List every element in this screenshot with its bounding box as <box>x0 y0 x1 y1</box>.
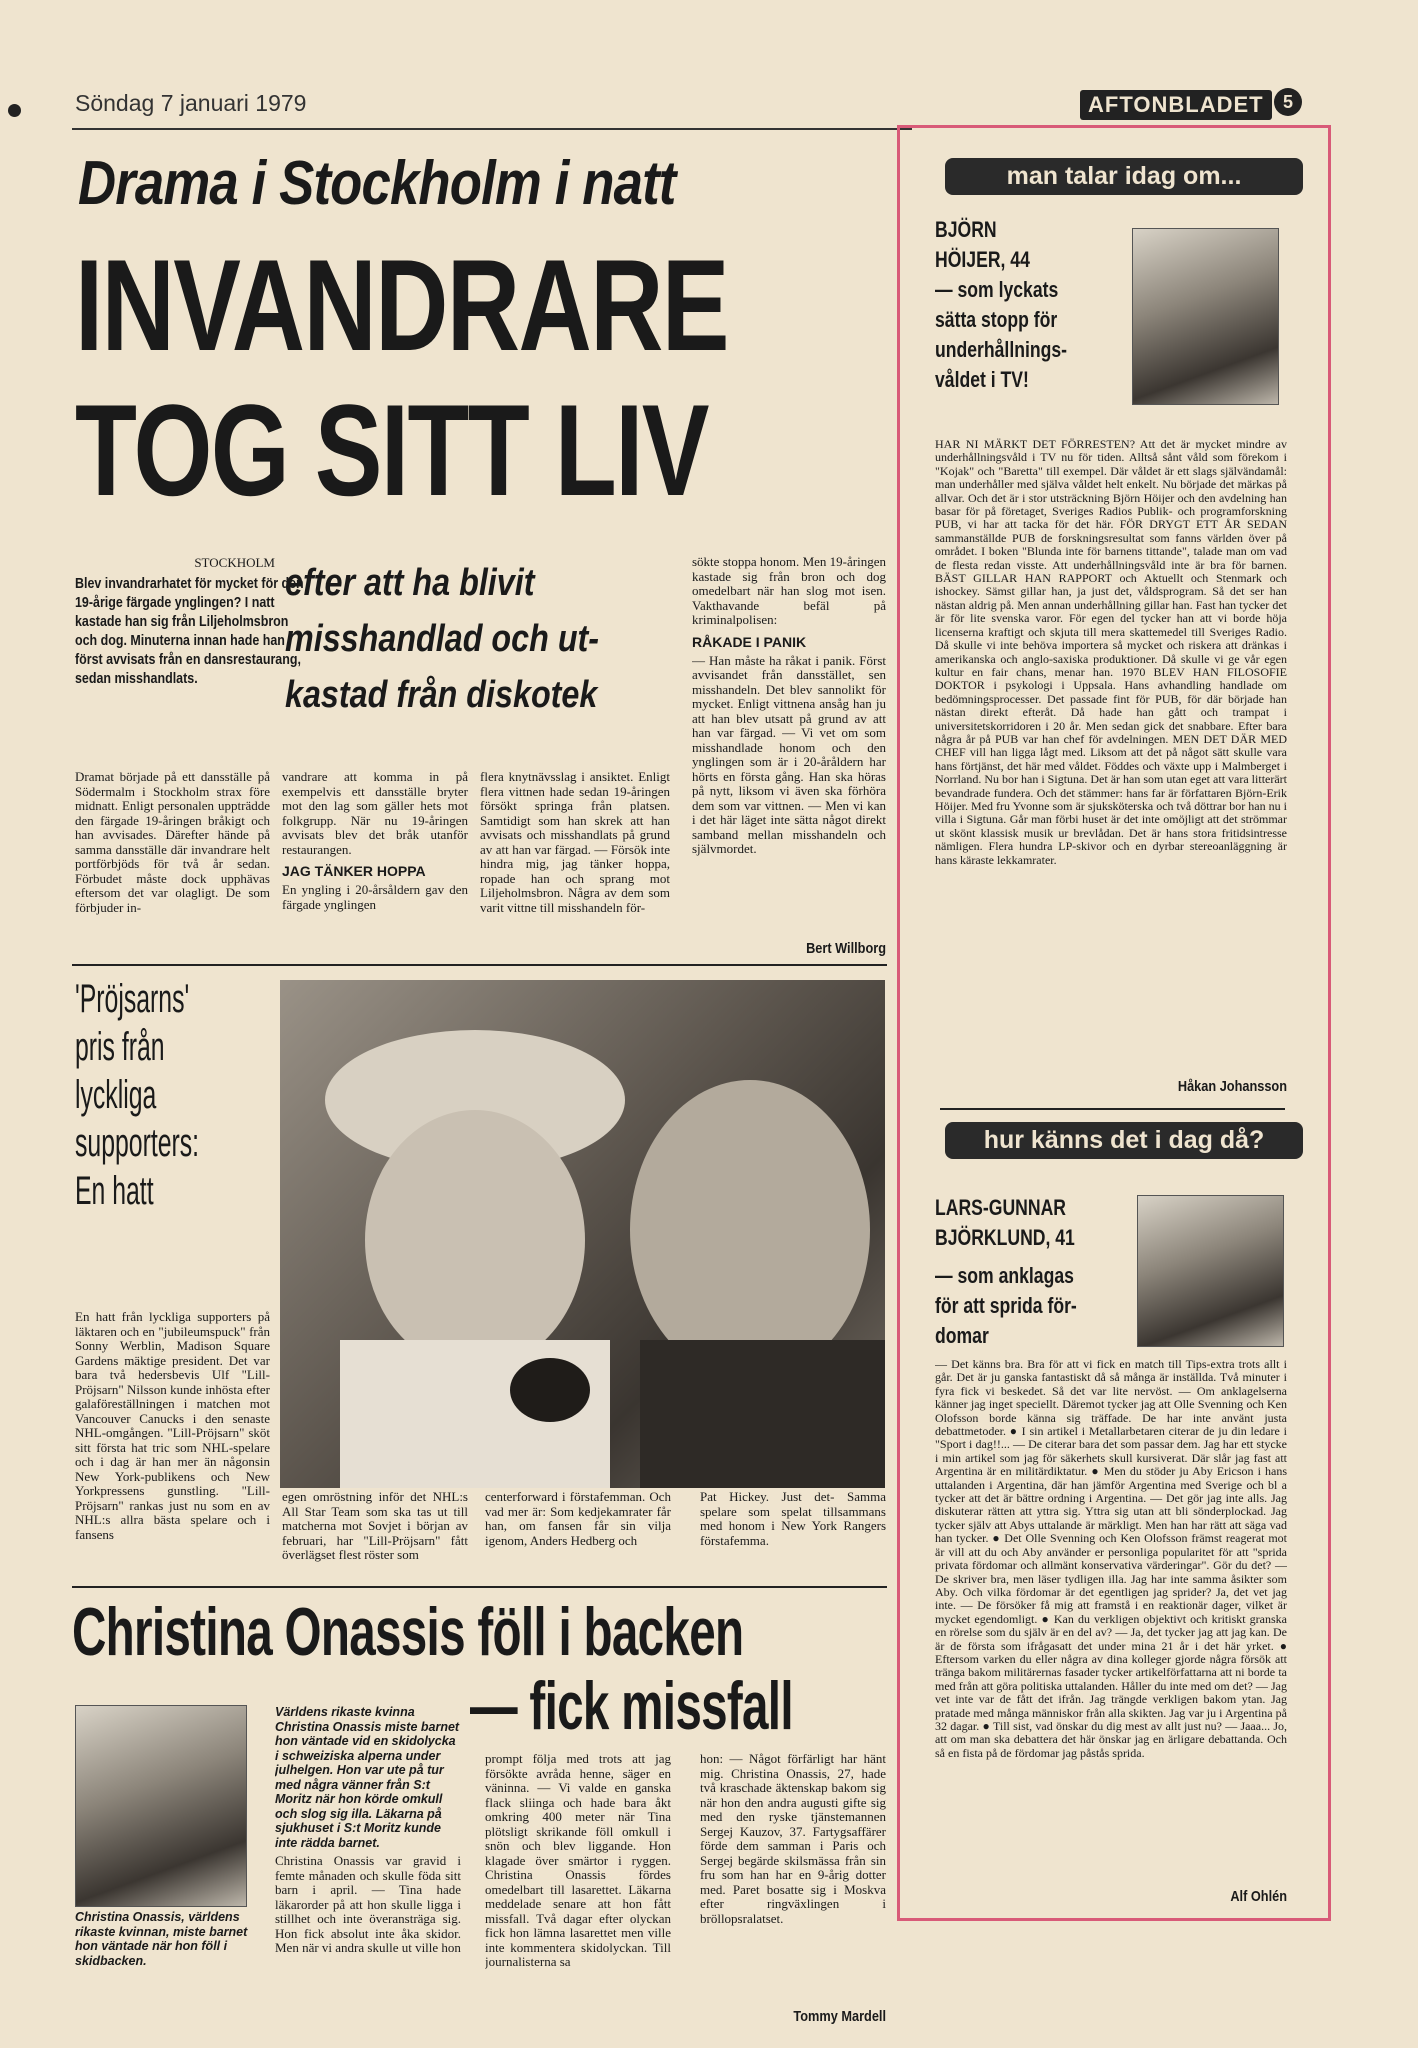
section-divider-1 <box>72 964 887 966</box>
sidebar-text-2: — Det känns bra. Bra för att vi fick en match till Tips-extra trots allt i går. Det är ju ganska fantastiskt då så många är inställda. Två minuter i fyra fick vi beskedet. Så det var lite nervöst. — Om anklagelserna känner jag inget speciellt. Däremot tycker jag att Olle Svenning och Ken Olofsson borde känna sig träffade. De har inte använt justa debattmetoder. ● I sin artikel i Metallarbetaren citerar de ju din ledare i "Sport i dag!!... — De citerar bara det som passar dem. Jag har ett stycke i min artikel som jag för säkerhets skull kursiverat. Där slår jag fast att Argentina är en militärdiktatur. ● Men du stöder ju Aby Ericson i hans uttalanden i Argentina, där han jämför Argentina med Sverige och bl a tycker att det är bättre ordning i Argentina. — Det gör jag inte alls. Jag diskuterar rätten att yttra sig. Yttra sig utan att bli sönderplockad. Jag tycker själv att Abys uttalande är märkligt. Men han har rätt att säga vad han tycker. ● Det Olle Svenning och Ken Olofsson främst reagerat mot är vill att du och Aby använder er personliga popularitet för att "sprida privata fördomar och allmänt konservativa värderingar". Gör du det? — De skriver bra, men läser tydligen illa. Jag har inte samma åsikter som Aby. Och vilka fördomar är det egentligen jag sprider? Ja, det vet jag inte. — De försöker få mig att framstå i en reaktionär dager, vilket är mycket egendomligt. ● Kan du verkligen objektivt och kritiskt granska en rörelse som du själv är en del av? — Ja, det tycker jag att jag kan. De är de första som ifrågasatt det under mina 21 år i det här yrket. ● Eftersom varken du eller några av dina kolleger gjorde några försök att tränga bakom militärernas fasader tycker artikelförfattarna att ni borde ta med från att göra politiska uttalanden. Håller du inte med om det? — Jag vet inte var de fått det ifrån. Jag trängde verkligen bakom ytan. Jag pratade med många människor från alla skikten. Jag var ju i Argentina på 32 dagar. ● Till sist, vad önskar du dig mest av allt just nu? — Jaaa... Jo, att om man ska debattera det här önskar jag en ärligare debattanda. Och så en fista på de fördomar jag påstås sprida. <box>935 1358 1287 1760</box>
main-col4-subhead: RÅKADE I PANIK <box>692 633 807 650</box>
subhead-line1: efter att ha blivit <box>285 562 535 604</box>
person2-photo <box>1137 1195 1284 1347</box>
hockey-player-photo <box>280 980 885 1488</box>
dateline: STOCKHOLM <box>194 555 275 570</box>
main-col4 <box>692 555 886 945</box>
person1-desc-line4: våldet i TV! <box>935 367 1029 392</box>
hockey-headline-line5: En hatt <box>75 1169 154 1213</box>
hockey-headline-line4: supporters: <box>75 1121 200 1165</box>
hockey-col2: egen omröstning inför det NHL:s All Star Team som ska tas ut till matcherna mot Sovjet i början av februari, har "Lill-Pröjsarn" fått överlägset flest röster som <box>282 1490 468 1562</box>
hockey-col4: Pat Hickey. Just det- Samma spelare som spelat tillsammans med honom i New York Rangers förstafemma. <box>700 1490 886 1548</box>
onassis-photo-caption: Christina Onassis, världens rikaste kvinnan, miste barnet hon väntade när hon föll i skidbacken. <box>75 1910 248 1968</box>
hockey-col3: centerforward i förstafemman. Och vad mer är: Som kedjekamrater får han, om fansen får sin vilja igenom, Anders Hedberg och <box>485 1490 671 1548</box>
sidebar-byline-1: Håkan Johansson <box>1177 1078 1287 1095</box>
person1-desc-line2: sätta stopp för <box>935 307 1058 332</box>
person1-desc-line1: — som lyckats <box>935 277 1059 302</box>
main-col4-top: sökte stoppa honom. Men 19-åringen kastade sig från bron och dog omedelbart när han slog mot isen. Vakthavande befäl på kriminalpolisen: <box>692 555 886 627</box>
face-shape <box>365 1110 585 1370</box>
hockey-headline-line2: pris från <box>75 1025 165 1069</box>
main-col2-bottom: En yngling i 20-årsåldern gav den färgade ynglingen <box>282 883 468 912</box>
main-col2-top: vandrare att komma in på exempelvis ett dansställe bryter mot den lag som gäller hets mot folkgrupp. När nu 19-åringen avvisats blev det bråk utanför restaurangen. <box>282 770 468 857</box>
onassis-headline-line2: — fick missfall <box>470 1668 793 1744</box>
hockey-headline-line3: lyckliga <box>75 1073 157 1117</box>
main-byline: Bert Willborg <box>806 940 886 957</box>
onassis-col3: hon: — Något förfärligt har hänt mig. Christina Onassis, 27, hade två kraschade äktenskap bakom sig när hon den andra augusti gifte sig med den ryske tjänstemannen Sergej Kauzov, 37. Fartygsaffärer förde dem samman i Paris och Sergej begärde skilsmässa från sin fru som han har en 9-årig dotter med. Paret bosatte sig i Moskva efter ringväxlingen i bröllopsralatset. <box>700 1752 886 1926</box>
subhead-block <box>285 555 665 723</box>
sidebar-divider <box>940 1108 1285 1110</box>
subhead-line2: misshandlad och ut- <box>285 618 600 660</box>
onassis-lead: Världens rikaste kvinna Christina Onassis miste barnet hon väntade vid en skidolycka i schweiziska alperna under julhelgen. Hon var ute på tur med några vänner från S:t Moritz när hon körde omkull och slog sig illa. Läkarna på sjukhuset i S:t Moritz kunde inte rädda barnet. <box>275 1705 460 1850</box>
masthead-logo: AFTONBLADET <box>1080 90 1272 120</box>
kicker-headline: Drama i Stockholm i natt <box>78 149 676 218</box>
main-col4-bottom: — Han måste ha råkat i panik. Först avvisandet från dansstället, sen misshandeln. Det blev sannolikt för mycket. Enligt vittnena ansåg han ju att han blev utsatt på grund av att han var färgad. — Vi vet om som misshandlade honom och den ynglingen som är i 20-åråldern har hörts en första gång. Han ska höras på nytt, liksom vi även ska förhöra dem som var vittnen. — Men vi kan i det här läget inte sätta något direkt samband mellan misshandeln och självmordet. <box>692 653 886 856</box>
punch-hole <box>8 104 21 117</box>
hockey-headline-line1: 'Pröjsarns' <box>75 977 190 1021</box>
person1-photo <box>1132 228 1279 405</box>
man-face-shape <box>630 1080 870 1380</box>
page-number: 5 <box>1274 88 1302 116</box>
onassis-byline: Tommy Mardell <box>793 2008 886 2025</box>
dateline-block <box>75 555 275 571</box>
person2-desc-line1: — som anklagas <box>935 1263 1074 1288</box>
hockey-col1: En hatt från lyckliga supporters på läktaren och en "jubileumspuck" från Sonny Werblin, Madison Square Gardens mäktige president. Det var bara två hedersbevis Ulf "Lill-Pröjsarn" Nilsson kunde inhösta efter galaföreställningen i matchen mot Vancouver Canucks i den senaste NHL-omgången. "Lill-Pröjsarn" sköt sitt första hat tric som NHL-spelare och i dag är han mer än någonsin New York-publikens och New Yorkpressens gunstling. "Lill-Pröjsarn" rankas just nu som en av NHL:s allra bästa spelare och i fansens <box>75 1310 270 1542</box>
person1-name-line1: BJÖRN <box>935 217 997 242</box>
lead-block <box>75 575 307 765</box>
sidebar-text-1: HAR NI MÄRKT DET FÖRRESTEN? Att det är mycket mindre av underhållningsvåld i TV nu för tiden. Alltså sånt våld som förekom i "Kojak" och "Baretta" till exempel. Där våldet är ett slags självändamål: man underhåller med själva våldet helt enkelt. Nu började det märkas på allvar. Och det är i stor utsträckning Björn Höijer och den avdelning han basar för på företaget, Sveriges Radios Publik- och programforskning PUB, vi har att tacka för det här. FÖR DRYGT ETT ÅR SEDAN sammanställde PUB de forskningsresultat som fanns världen över på området. I boken "Blunda inte för barnens tittande", talade man om vad de flesta redan visste. Att underhållningsvåld inte är bra för barnen. BÄST GILLAR HAN RAPPORT och Aktuellt och Stenmark och ishockey. Sämst gillar han, ja just det, våldsprogram. Så det ser han nästan aldrig på. Men annan underhållning gillar han. Fast han tycker det är för lite svenska varor. För egen del tycker han att vi borde höja licenserna kraftigt och skjuta till mera skattemedel till Sveriges Radio. Då skulle vi inte behöva importera så mycket och riskera att dränkas i amerikanska och anglo-saxiska produktioner. Då skulle vi ge vår egen kultur en fair chans, menar han. 1970 BLEV HAN FILOSOFIE DOKTOR i psykologi i Uppsala. Hans avhandling handlade om bedömningsprocesser. Det passade fint för PUB, för där började han nästan direkt efteråt. Då hade han gått och trampat i universitetskorridoren i 20 år. Men sedan gick det snabbare. Efter bara några år på PUB var han chef för avdelningen. MEN DET DÄR MED CHEF vill han ligga lågt med. Liksom att det på något sätt skulle vara hans förtjänst, det här med våldet. Föddes och växte upp i Malmberget i Norrland. Nu bor han i Sigtuna. Det är han som utan eget att vara litterärt bevandrade fundera. Och det stämmer: hans far är författaren Björn-Erik Höijer. Med fru Yvonne som är sjuksköterska och två döttrar bor han nu i villa i Sigtuna. Går man förbi huset är det inte omöjligt att det strömmar ut skönt klassisk musik ur brevlådan. Det är hans stora fritidsintresse nämligen. Flera hundra LP-skivor och en dyrbar stereoanläggning är hans käraste lekkamrater. <box>935 438 1287 867</box>
sidebar-banner-1: man talar idag om... <box>945 158 1303 195</box>
person2-desc-line3: domar <box>935 1323 989 1348</box>
person1-name-line2: HÖIJER, 44 <box>935 247 1030 272</box>
onassis-col2: prompt följa med trots att jag försökte avråda henne, säger en väninna. — Vi valde en ganska flack sliinga och hade bara åkt omkring 400 meter när Tina plötsligt skrikande föll omkull i snön och blev liggande. Hon klagade över smärtor i ryggen. Christina Onassis fördes omedelbart till lasarettet. Läkarna meddelade senare att hon fått missfall. Två dagar efter olyckan fick hon lämna lasarettet men ville inte kommentera skidolyckan. Till journalisterna sa <box>485 1752 671 1969</box>
suit-shape <box>640 1340 885 1488</box>
main-col2 <box>282 770 468 960</box>
person2-name-line1: LARS-GUNNAR <box>935 1195 1067 1220</box>
person2-name-line2: BJÖRKLUND, 41 <box>935 1225 1075 1250</box>
person1-block <box>935 215 1135 395</box>
onassis-col1-text: Christina Onassis var gravid i femte månaden och skulle föda sitt barn i april. — Tina hade läkarorder på att hon skulle ligga i stillhet och inte överansträga sig. Hon fick absolut inte åka skidor. Men när vi andra skulle ut ville hon <box>275 1854 461 1955</box>
person2-block <box>935 1193 1135 1351</box>
main-col1: Dramat började på ett dansställe på Södermalm i Stockholm strax före midnatt. Enligt personalen uppträdde den färgade 19-åringen bråkigt och han avvisades. Därefter hände på samma dansställe där invandrare helt portförbjöds för två år sedan. Förbudet måste dock upphävas eftersom det var olagligt. De som förbjuder in- <box>75 770 270 915</box>
main-headline-line1: INVANDRARE <box>75 232 728 378</box>
lead-text: Blev invandrarhatet för mycket för den 19-årige färgade ynglingen? I natt kastade han sig från Liljeholmsbron och dog. Minuterna innan hade han först avvisats från en dansrestaurang, sedan misshandlats. <box>75 576 304 687</box>
header-rule <box>72 128 912 130</box>
onassis-headline-line1: Christina Onassis föll i backen <box>72 1594 744 1670</box>
puck-shape <box>510 1358 590 1422</box>
onassis-col1 <box>275 1705 461 2030</box>
person1-desc-line3: underhållnings- <box>935 337 1067 362</box>
person2-desc-line2: för att sprida för- <box>935 1293 1077 1318</box>
main-headline-line2: TOG SITT LIV <box>75 377 708 523</box>
main-col2-subhead: JAG TÄNKER HOPPA <box>282 863 426 879</box>
onassis-photo <box>75 1705 247 1907</box>
photo-illustration <box>280 980 885 1488</box>
hockey-headline <box>75 975 275 1215</box>
sidebar-byline-2: Alf Ohlén <box>1230 1888 1287 1905</box>
section-divider-2 <box>72 1586 887 1588</box>
issue-date: Söndag 7 januari 1979 <box>75 90 307 116</box>
main-col3: flera knytnävsslag i ansiktet. Enligt flera vittnen hade sedan 19-åringen försökt springa från platsen. Samtidigt som han skrek att han avvisats och misshandlats på grund av att han var färgad. — Försök inte hindra mig, jag tänker hoppa, ropade han och sprang mot Liljeholmsbron. Några av dem som varit vittne till misshandeln för- <box>480 770 670 915</box>
sidebar-banner-2: hur känns det i dag då? <box>945 1122 1303 1159</box>
subhead-line3: kastad från diskotek <box>285 674 598 716</box>
